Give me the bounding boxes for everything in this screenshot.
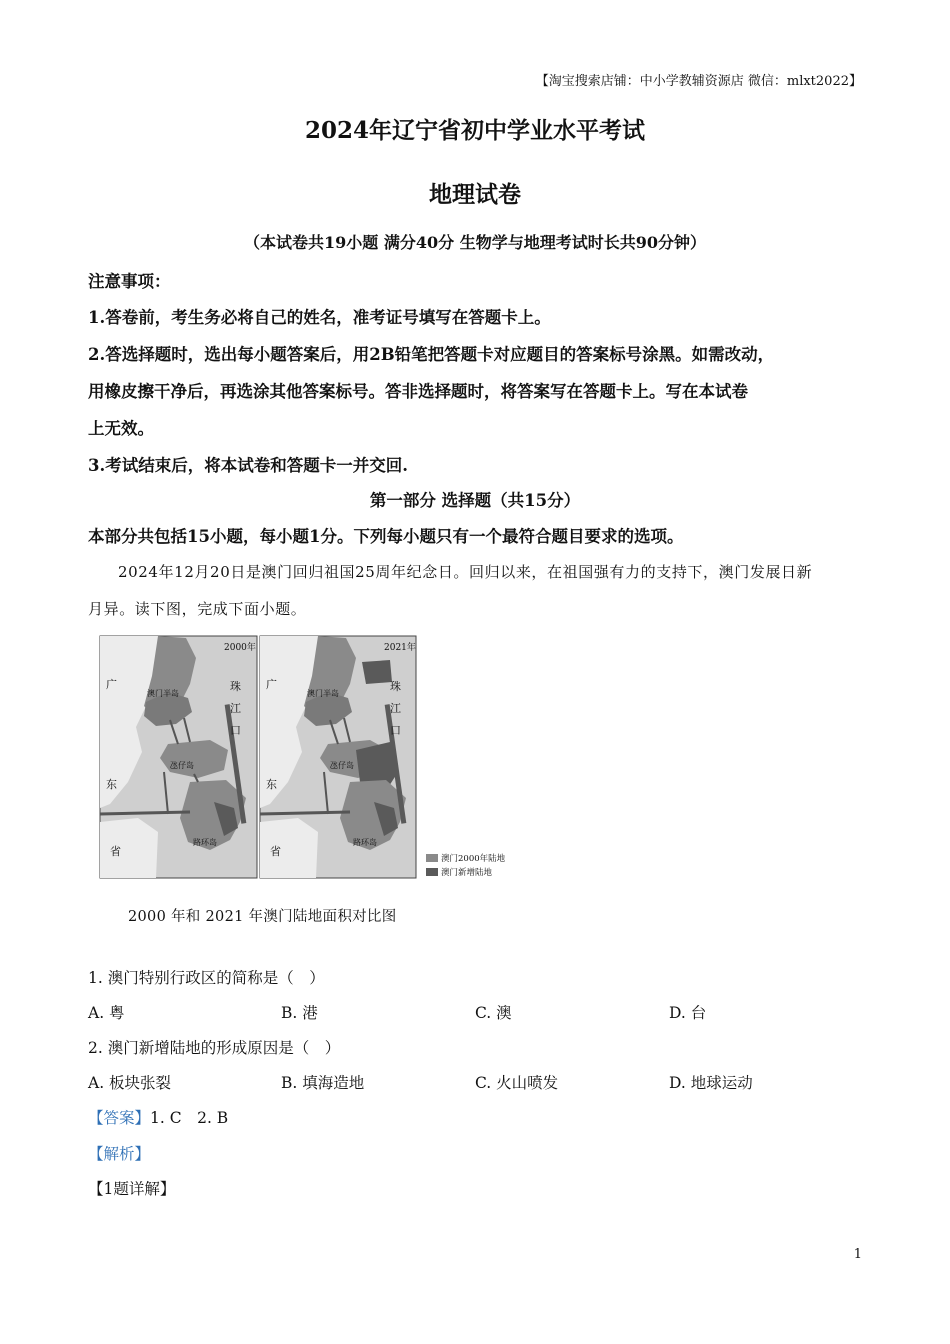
label-taipa: 氹仔岛 xyxy=(170,761,194,770)
label-sheng: 省 xyxy=(270,845,281,858)
section-instruction: 本部分共包括15小题，每小题1分。下列每小题只有一个最符合题目要求的选项。 xyxy=(88,527,684,546)
map-2000 xyxy=(100,636,257,878)
header-note: 【淘宝搜索店铺：中小学教辅资源店 微信：mlxt2022】 xyxy=(535,74,862,89)
question-1-option-c: C. 澳 xyxy=(475,1004,512,1022)
label-guang: 广 xyxy=(266,678,277,691)
paper-title: 2024年辽宁省初中学业水平考试 xyxy=(304,117,645,144)
notice-heading: 注意事项： xyxy=(88,272,171,291)
label-dong: 东 xyxy=(106,778,117,791)
label-macau-peninsula: 澳门半岛 xyxy=(307,689,339,698)
label-sheng: 省 xyxy=(110,845,121,858)
question-1-option-b: B. 港 xyxy=(281,1004,318,1022)
label-kou: 口 xyxy=(390,724,401,737)
section-title: 第一部分 选择题（共15分） xyxy=(369,491,581,510)
legend-new-land: 澳门新增陆地 xyxy=(441,868,493,878)
figure-caption: 2000 年和 2021 年澳门陆地面积对比图 xyxy=(128,909,397,925)
question-2-option-d: D. 地球运动 xyxy=(669,1074,753,1092)
answer-label: 【答案】 xyxy=(88,1109,151,1127)
question-2-stem: 2. 澳门新增陆地的形成原因是（ ） xyxy=(88,1039,341,1057)
label-guang: 广 xyxy=(106,678,117,691)
question-2-option-b: B. 填海造地 xyxy=(281,1074,365,1092)
question-1-option-a: A. 粤 xyxy=(88,1004,125,1022)
passage-line: 月异。读下图，完成下面小题。 xyxy=(88,600,307,618)
notice-line: 3.考试结束后，将本试卷和答题卡一并交回. xyxy=(88,456,408,475)
answer-line xyxy=(88,1106,228,1128)
label-macau-peninsula: 澳门半岛 xyxy=(147,689,179,698)
question-2-option-a: A. 板块张裂 xyxy=(88,1074,172,1092)
label-coloane: 路环岛 xyxy=(353,838,377,847)
legend-2000-land: 澳门2000年陆地 xyxy=(441,854,506,864)
map-2021-year-label: 2021年 xyxy=(384,643,416,653)
passage-line: 2024年12月20日是澳门回归祖国25周年纪念日。回归以来，在祖国强有力的支持下，澳门发展日新 xyxy=(118,563,813,581)
label-jiang: 江 xyxy=(230,702,241,715)
label-zhu: 珠 xyxy=(390,680,401,693)
map-2021 xyxy=(260,636,416,878)
question-1-stem: 1. 澳门特别行政区的简称是（ ） xyxy=(88,969,325,987)
paper-info: （本试卷共19小题 满分40分 生物学与地理考试时长共90分钟） xyxy=(244,233,706,252)
analysis-label: 【解析】 xyxy=(88,1145,151,1163)
question-2-option-c: C. 火山喷发 xyxy=(475,1074,559,1092)
paper-subject: 地理试卷 xyxy=(429,181,521,208)
notice-line: 用橡皮擦干净后，再选涂其他答案标号。答非选择题时，将答案写在答题卡上。写在本试卷 xyxy=(88,382,748,401)
notice-line: 上无效。 xyxy=(88,419,154,438)
answer-text: 1. C 2. B xyxy=(150,1109,229,1127)
label-kou: 口 xyxy=(230,724,241,737)
detail-label: 【1题详解】 xyxy=(88,1180,176,1198)
notice-line: 1.答卷前，考生务必将自己的姓名，准考证号填写在答题卡上。 xyxy=(88,308,551,327)
notice-line: 2.答选择题时，选出每小题答案后，用2B铅笔把答题卡对应题目的答案标号涂黑。如需改动， xyxy=(88,345,775,364)
label-jiang: 江 xyxy=(390,702,401,715)
macau-map-figure xyxy=(98,632,538,884)
label-dong: 东 xyxy=(266,778,277,791)
page-number: 1 xyxy=(853,1247,862,1262)
map-legend xyxy=(426,854,438,876)
label-coloane: 路环岛 xyxy=(193,838,217,847)
map-2000-year-label: 2000年 xyxy=(224,643,256,653)
question-1-option-d: D. 台 xyxy=(669,1004,707,1022)
label-zhu: 珠 xyxy=(230,680,241,693)
label-taipa: 氹仔岛 xyxy=(330,761,354,770)
